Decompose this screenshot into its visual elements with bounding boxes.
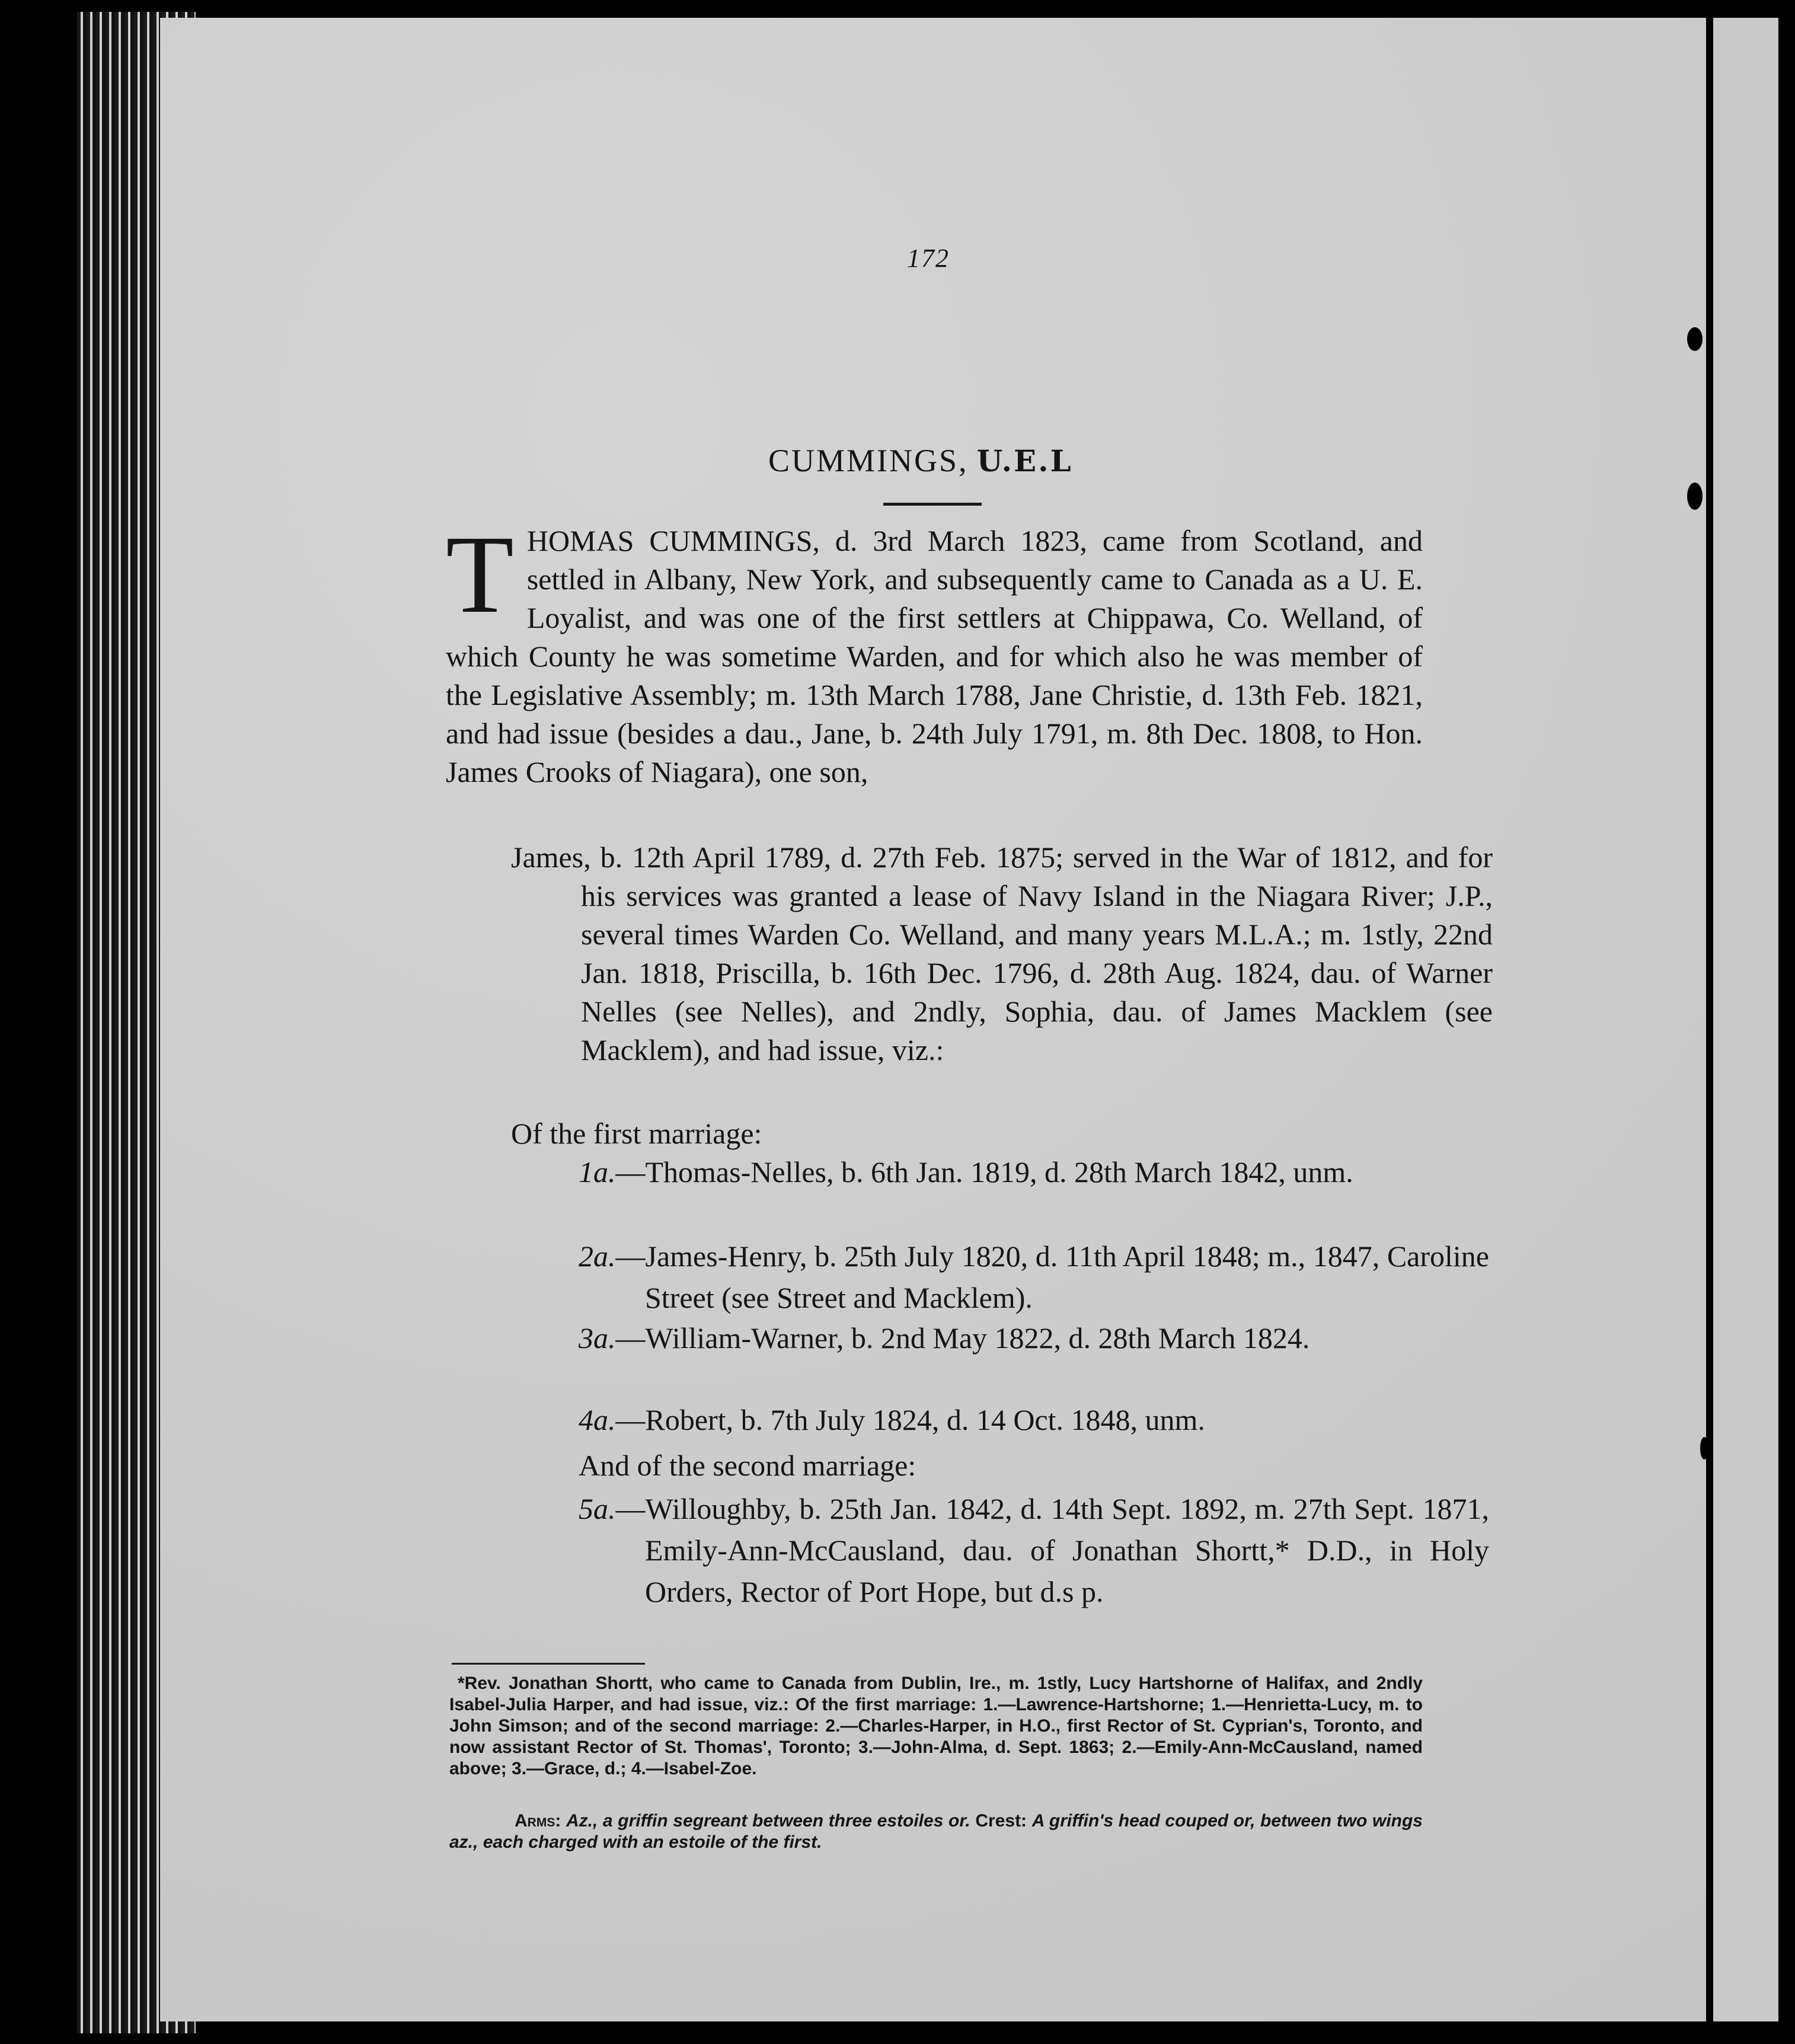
child-entry-1a	[579, 1151, 1489, 1193]
crest-text: A griffin's head couped or, between two wings az., each charged with an estoile of the first.	[449, 1811, 1423, 1852]
title-rule	[883, 503, 982, 506]
child-text: —Robert, b. 7th July 1824, d. 14 Oct. 1848, unm.	[615, 1403, 1205, 1436]
child-text: —Willoughby, b. 25th Jan. 1842, d. 14th Sept. 1892, m. 27th Sept. 1871, Emily-Ann-McCausland, dau. of Jonathan Shortt,* D.D., in Holy Orders, Rector of Port Hope, but d.s p.	[615, 1492, 1489, 1608]
child-number: 1a.	[579, 1155, 616, 1189]
arms-text: Az., a griffin segreant between three estoiles or.	[566, 1811, 970, 1831]
main-paragraph	[446, 512, 1423, 791]
child-number: 3a.	[579, 1321, 616, 1355]
james-paragraph: James, b. 12th April 1789, d. 27th Feb. 1875; served in the War of 1812, and for his services was granted a lease of Navy Island in the Niagara River; J.P., several times Warden Co. Welland, and many years M.L.A.; m. 1stly, 22nd Jan. 1818, Priscilla, b. 16th Dec. 1796, d. 28th Aug. 1824, dau. of Warner Nelles (see Nelles), and 2ndly, Sophia, dau. of James Macklem (see Macklem), and had issue, viz.:	[511, 841, 1493, 1066]
arms-label: Arms:	[515, 1811, 561, 1831]
crest-label: Crest:	[975, 1811, 1027, 1831]
child-entry-3a	[579, 1317, 1489, 1359]
child-number: 2a.	[579, 1240, 616, 1273]
child-entry-2a	[579, 1235, 1489, 1318]
title-surname: CUMMINGS,	[768, 443, 969, 478]
child-text: —Thomas-Nelles, b. 6th Jan. 1819, d. 28th March 1842, unm.	[615, 1155, 1353, 1189]
child-text: —William-Warner, b. 2nd May 1822, d. 28th March 1824.	[615, 1321, 1310, 1355]
footnote-rule	[452, 1663, 645, 1665]
main-paragraph-text: HOMAS CUMMINGS, d. 3rd March 1823, came from Scotland, and settled in Albany, New York, and subsequently came to Canada as a U. E. Loyalist, and was one of the first settlers at Chippawa, Co. Welland, of which County he was sometime Warden, and for which also he was member of the Legislative Assembly; m. 13th March 1788, Jane Christie, d. 13th Feb. 1821, and had issue (besides a dau., Jane, b. 24th July 1791, m. 8th Dec. 1808, to Hon. James Crooks of Niagara), one son,	[446, 524, 1423, 788]
first-marriage-heading: Of the first marriage:	[511, 1117, 762, 1150]
child-number: 5a.	[579, 1492, 616, 1525]
child-text: —James-Henry, b. 25th July 1820, d. 11th April 1848; m., 1847, Caroline Street (see Street and Macklem).	[615, 1240, 1489, 1314]
page-title	[768, 442, 1073, 479]
arms-and-crest	[449, 1810, 1423, 1853]
second-marriage-heading: And of the second marriage:	[579, 1449, 916, 1482]
title-ue-loyalist: U.E.L	[976, 443, 1073, 478]
child-entry-4a	[579, 1399, 1489, 1441]
page-number: 172	[907, 244, 950, 273]
child-entry-5a	[579, 1488, 1489, 1612]
drop-cap: T	[446, 512, 514, 636]
footnote: *Rev. Jonathan Shortt, who came to Canada from Dublin, Ire., m. 1stly, Lucy Hartshorne of Halifax, and 2ndly Isabel-Julia Harper, and had issue, viz.: Of the first marriage: 1.—Lawrence-Hartshorne; 1.—Henrietta-Lucy, m. to John Simson; and of the second marriage: 2.—Charles-Harper, in H.O., first Rector of St. Cyprian's, Toronto, and now assistant Rector of St. Thomas', Toronto; 3.—John-Alma, d. Sept. 1863; 2.—Emily-Ann-McCausland, named above; 3.—Grace, d.; 4.—Isabel-Zoe.	[449, 1673, 1423, 1778]
child-number: 4a.	[579, 1403, 616, 1436]
